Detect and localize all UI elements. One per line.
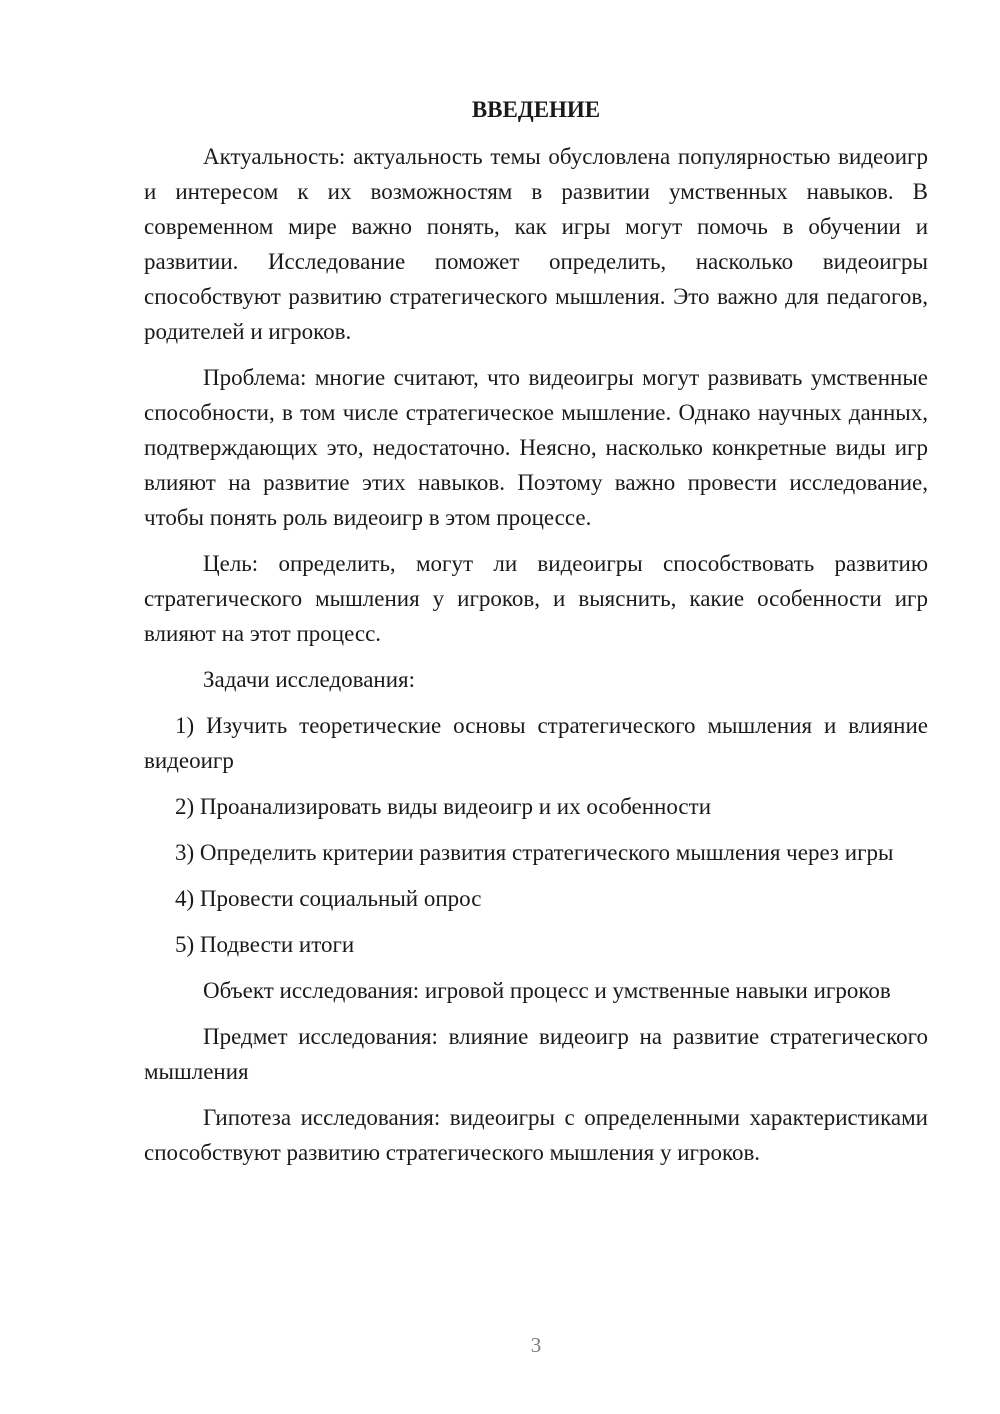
tasks-list bbox=[144, 708, 928, 962]
task-item: 1) Изучить теоретические основы стратегического мышления и влияние видеоигр bbox=[144, 713, 928, 773]
problem-paragraph: Проблема: многие считают, что видеоигры могут развивать умственные способности, в том числе стратегическое мышление. Однако научных данных, подтверждающих это, недостаточно. Неясно, насколько конкретные виды игр влияют на развитие этих навыков. Поэтому важно провести исследование, чтобы понять роль видеоигр в этом процессе. bbox=[144, 365, 928, 530]
task-item: 4) Провести социальный опрос bbox=[175, 886, 482, 911]
task-item: 5) Подвести итоги bbox=[175, 932, 355, 957]
task-item: 3) Определить критерии развития стратегического мышления через игры bbox=[175, 840, 894, 865]
object-paragraph: Объект исследования: игровой процесс и умственные навыки игроков bbox=[203, 978, 891, 1003]
page-number: 3 bbox=[530, 1333, 542, 1357]
hypothesis-paragraph: Гипотеза исследования: видеоигры с определенными характеристиками способствуют развитию стратегического мышления у игроков. bbox=[144, 1105, 928, 1165]
tasks-heading: Задачи исследования: bbox=[203, 667, 416, 692]
section-title: ВВЕДЕНИЕ bbox=[471, 97, 601, 122]
relevance-paragraph: Актуальность: актуальность темы обусловлена популярностью видеоигр и интересом к их возможностям в развитии умственных навыков. В современном мире важно понять, как игры могут помочь в обучении и развитии. Исследование поможет определить, насколько видеоигры способствуют развитию стратегического мышления. Это важно для педагогов, родителей и игроков. bbox=[144, 144, 928, 344]
page-content bbox=[144, 92, 928, 1181]
task-item: 2) Проанализировать виды видеоигр и их особенности bbox=[175, 794, 711, 819]
subject-paragraph: Предмет исследования: влияние видеоигр на развитие стратегического мышления bbox=[144, 1024, 928, 1084]
goal-paragraph: Цель: определить, могут ли видеоигры способствовать развитию стратегического мышления у игроков, и выяснить, какие особенности игр влияют на этот процесс. bbox=[144, 551, 928, 646]
